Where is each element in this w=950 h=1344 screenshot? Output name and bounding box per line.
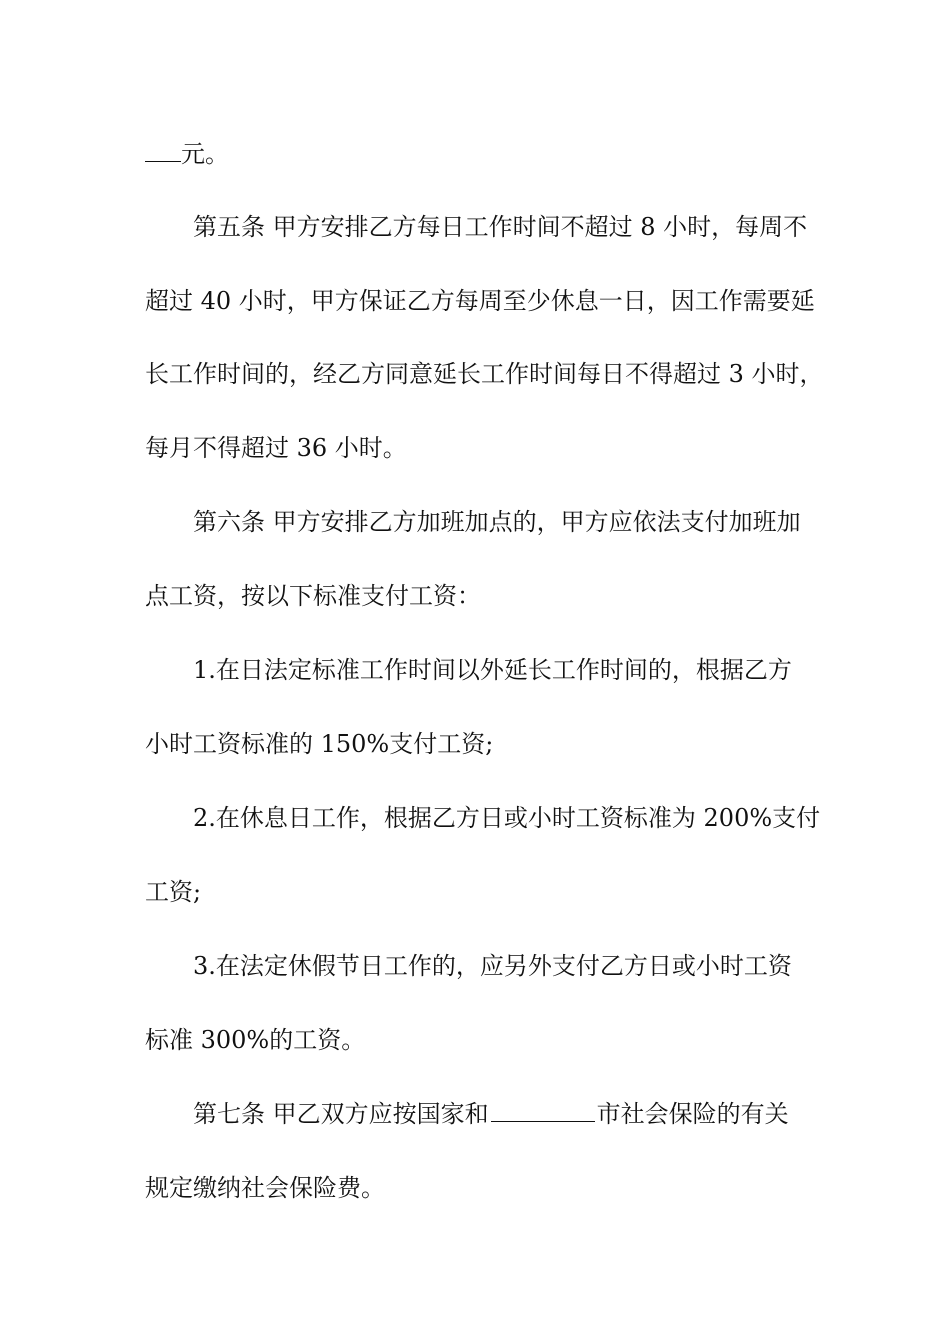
text-line: 小时工资标准的 150%支付工资;: [145, 730, 494, 758]
text-line: 长工作时间的，经乙方同意延长工作时间每日不得超过 3 小时，: [145, 360, 824, 388]
fill-in-blank: [145, 141, 181, 162]
article-5-line: 第五条 甲方安排乙方每日工作时间不超过 8 小时，每周不: [193, 213, 808, 241]
item-1-line: 1.在日法定标准工作时间以外延长工作时间的，根据乙方: [193, 656, 792, 684]
text-line: 规定缴纳社会保险费。: [145, 1174, 385, 1202]
text-line: 超过 40 小时，甲方保证乙方每周至少休息一日，因工作需要延: [145, 287, 815, 315]
text-line: 元。: [145, 139, 229, 169]
fill-in-blank: [491, 1101, 595, 1122]
article-6-line: 第六条 甲方安排乙方加班加点的，甲方应依法支付加班加: [193, 508, 801, 536]
item-2-line: 2.在休息日工作，根据乙方日或小时工资标准为 200%支付: [193, 804, 821, 832]
article-7-line: 第七条 甲乙双方应按国家和 市社会保险的有关: [193, 1100, 789, 1128]
text-line: 点工资，按以下标准支付工资：: [145, 582, 481, 610]
item-3-line: 3.在法定休假节日工作的，应另外支付乙方日或小时工资: [193, 952, 792, 980]
text-line: 标准 300%的工资。: [145, 1026, 366, 1054]
text-line: 每月不得超过 36 小时。: [145, 434, 407, 462]
text-line: 工资;: [145, 878, 202, 906]
